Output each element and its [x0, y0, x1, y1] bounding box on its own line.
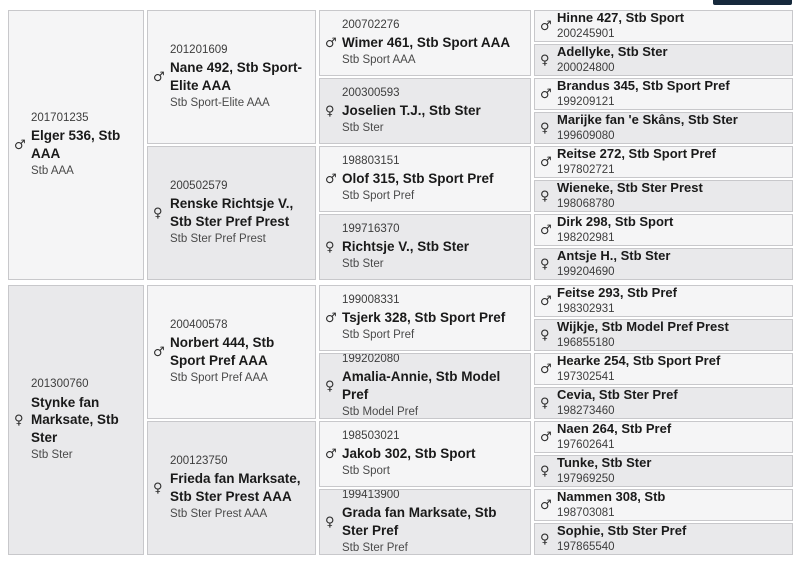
- pedigree-cell: [534, 180, 793, 212]
- pedigree-cell: [534, 248, 793, 280]
- registration-number: 196855180: [557, 337, 615, 350]
- pedigree-cell: [319, 285, 531, 351]
- female-icon: ♀: [540, 188, 550, 204]
- horse-name: Grada fan Marksate, Stb Ster Pref: [342, 505, 497, 539]
- female-icon: ♀: [540, 531, 550, 547]
- horse-name: Sophie, Stb Ster Pref: [557, 523, 687, 538]
- registration-number: 198302931: [557, 303, 615, 316]
- horse-name: Olof 315, Stb Sport Pref: [342, 171, 494, 187]
- horse-name: Feitse 293, Stb Pref: [557, 285, 677, 300]
- pedigree-cell: [319, 214, 531, 280]
- horse-name: Dirk 298, Stb Sport: [557, 214, 674, 229]
- horse-name: Antsje H., Stb Ster: [557, 248, 671, 263]
- registration-number: 198803151: [342, 155, 400, 168]
- horse-name: Wijkje, Stb Model Pref Prest: [557, 319, 729, 334]
- female-icon: ♀: [540, 256, 550, 272]
- male-icon: ♂: [540, 86, 552, 102]
- registration-number: 201300760: [31, 378, 89, 391]
- pedigree-cell: [147, 146, 316, 280]
- female-icon: ♀: [540, 52, 550, 68]
- pedigree-grid: [8, 10, 793, 555]
- registration-number: 198068780: [557, 198, 615, 211]
- pedigree-cell: [534, 353, 793, 385]
- horse-name: Wimer 461, Stb Sport AAA: [342, 35, 511, 51]
- female-icon: ♀: [540, 327, 550, 343]
- studbook-label: Stb Ster: [342, 122, 384, 135]
- horse-name: Tunke, Stb Ster: [557, 455, 652, 470]
- pedigree-cell: [534, 214, 793, 246]
- male-icon: ♂: [325, 171, 337, 187]
- male-icon: ♂: [540, 154, 552, 170]
- pedigree-cell: [319, 421, 531, 487]
- pedigree-cell: [534, 10, 793, 42]
- male-icon: ♂: [540, 429, 552, 445]
- pedigree-cell: [534, 112, 793, 144]
- horse-name: Brandus 345, Stb Sport Pref: [557, 78, 730, 93]
- male-icon: ♂: [540, 293, 552, 309]
- registration-number: 201201609: [170, 44, 228, 57]
- pedigree-cell: [8, 285, 144, 555]
- male-icon: ♂: [325, 35, 337, 51]
- pedigree-cell: [8, 10, 144, 280]
- studbook-label: Stb Model Pref: [342, 406, 419, 419]
- registration-number: 197802721: [557, 164, 615, 177]
- registration-number: 199209121: [557, 96, 615, 109]
- studbook-label: Stb AAA: [31, 165, 74, 178]
- registration-number: 199413900: [342, 489, 400, 502]
- studbook-label: Stb Sport Pref: [342, 329, 415, 342]
- registration-number: 198503021: [342, 430, 400, 443]
- horse-name: Naen 264, Stb Pref: [557, 421, 672, 436]
- horse-name: Nammen 308, Stb: [557, 489, 666, 504]
- male-icon: ♂: [14, 137, 26, 153]
- studbook-label: Stb Ster: [342, 258, 384, 271]
- pedigree-cell: [534, 146, 793, 178]
- registration-number: 198202981: [557, 232, 615, 245]
- horse-name: Cevia, Stb Ster Pref: [557, 387, 678, 402]
- partial-button[interactable]: [713, 0, 792, 5]
- male-icon: ♂: [325, 310, 337, 326]
- horse-name: Reitse 272, Stb Sport Pref: [557, 146, 716, 161]
- male-icon: ♂: [153, 69, 165, 85]
- male-icon: ♂: [540, 361, 552, 377]
- pedigree-cell: [319, 78, 531, 144]
- studbook-label: Stb Sport Pref: [342, 190, 415, 203]
- pedigree-cell: [534, 387, 793, 419]
- horse-name: Renske Richtsje V., Stb Ster Pref Prest: [170, 196, 294, 230]
- horse-name: Stynke fan Marksate, Stb Ster: [31, 394, 119, 446]
- male-icon: ♂: [153, 344, 165, 360]
- horse-name: Elger 536, Stb AAA: [31, 128, 121, 162]
- horse-name: Jakob 302, Stb Sport: [342, 446, 476, 462]
- horse-name: Richtsje V., Stb Ster: [342, 239, 470, 255]
- registration-number: 200400578: [170, 319, 228, 332]
- registration-number: 200024800: [557, 62, 615, 75]
- studbook-label: Stb Sport AAA: [342, 54, 416, 67]
- registration-number: 199204690: [557, 266, 615, 279]
- pedigree-cell: [534, 421, 793, 453]
- female-icon: ♀: [325, 514, 335, 530]
- studbook-label: Stb Ster Pref Prest: [170, 233, 266, 246]
- female-icon: ♀: [540, 120, 550, 136]
- horse-name: Adellyke, Stb Ster: [557, 44, 668, 59]
- horse-name: Hinne 427, Stb Sport: [557, 10, 685, 25]
- studbook-label: Stb Ster Prest AAA: [170, 508, 268, 521]
- pedigree-cell: [534, 44, 793, 76]
- studbook-label: Stb Sport-Elite AAA: [170, 97, 270, 110]
- female-icon: ♀: [325, 239, 335, 255]
- horse-name: Nane 492, Stb Sport-Elite AAA: [170, 60, 303, 94]
- horse-name: Frieda fan Marksate, Stb Ster Prest AAA: [170, 471, 301, 505]
- horse-name: Tsjerk 328, Stb Sport Pref: [342, 310, 506, 326]
- pedigree-cell: [534, 78, 793, 110]
- pedigree-cell: [319, 489, 531, 555]
- pedigree-cell: [319, 10, 531, 76]
- pedigree-cell: [534, 489, 793, 521]
- male-icon: ♂: [540, 222, 552, 238]
- registration-number: 197865540: [557, 541, 615, 554]
- male-icon: ♂: [325, 446, 337, 462]
- registration-number: 198273460: [557, 405, 615, 418]
- studbook-label: Stb Ster: [31, 449, 73, 461]
- studbook-label: Stb Sport: [342, 465, 390, 478]
- studbook-label: Stb Ster Pref: [342, 542, 408, 555]
- registration-number: 198703081: [557, 507, 615, 520]
- pedigree-cell: [534, 455, 793, 487]
- registration-number: 199716370: [342, 223, 400, 236]
- registration-number: 197302541: [557, 371, 615, 384]
- female-icon: ♀: [540, 463, 550, 479]
- registration-number: 200245901: [557, 28, 615, 41]
- horse-name: Amalia-Annie, Stb Model Pref: [342, 369, 501, 403]
- female-icon: ♀: [325, 378, 335, 394]
- male-icon: ♂: [540, 18, 552, 34]
- pedigree-cell: [147, 421, 316, 555]
- pedigree-cell: [147, 10, 316, 144]
- horse-name: Hearke 254, Stb Sport Pref: [557, 353, 721, 368]
- studbook-label: Stb Sport Pref AAA: [170, 372, 268, 385]
- registration-number: 200123750: [170, 455, 228, 468]
- female-icon: ♀: [153, 480, 163, 496]
- female-icon: ♀: [325, 103, 335, 119]
- horse-name: Norbert 444, Stb Sport Pref AAA: [170, 335, 275, 369]
- female-icon: ♀: [153, 205, 163, 221]
- registration-number: 200300593: [342, 87, 400, 100]
- pedigree-cell: [534, 285, 793, 317]
- female-icon: ♀: [14, 412, 24, 428]
- registration-number: 200502579: [170, 180, 228, 193]
- pedigree-cell: [319, 146, 531, 212]
- registration-number: 201701235: [31, 112, 89, 125]
- registration-number: 199008331: [342, 294, 400, 307]
- pedigree-cell: [147, 285, 316, 419]
- horse-name: Marijke fan 'e Skâns, Stb Ster: [557, 112, 738, 127]
- pedigree-cell: [534, 319, 793, 351]
- horse-name: Wieneke, Stb Ster Prest: [557, 180, 703, 195]
- registration-number: 197602641: [557, 439, 615, 452]
- pedigree-cell: [534, 523, 793, 555]
- registration-number: 199202080: [342, 353, 400, 366]
- registration-number: 199609080: [557, 130, 615, 143]
- registration-number: 200702276: [342, 19, 400, 32]
- horse-name: Joselien T.J., Stb Ster: [342, 103, 481, 119]
- pedigree-cell: [319, 353, 531, 419]
- male-icon: ♂: [540, 497, 552, 513]
- female-icon: ♀: [540, 395, 550, 411]
- registration-number: 197969250: [557, 473, 615, 486]
